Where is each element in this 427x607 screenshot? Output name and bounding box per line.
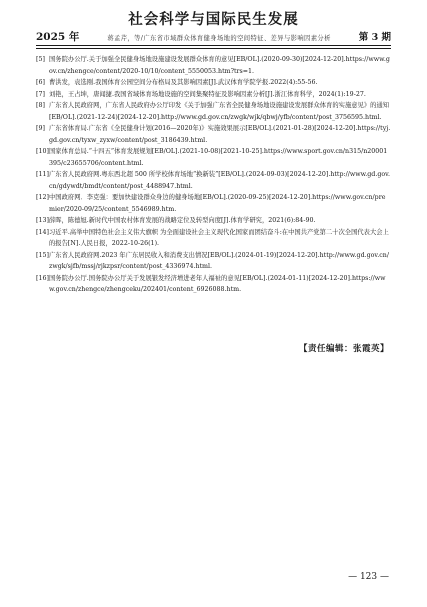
reference-item (36, 100, 391, 123)
header-rule-thick (36, 45, 391, 46)
reference-number: [5] (36, 56, 45, 63)
reference-text: 国务院办公厅.关于加强全民健身场地设施建设发展群众体育的意见[EB/OL].(2020-09-30)[2024-12-20].https://www.gov.cn/zhengce/content/2020-10/10/content_5550053.htm?trs=1. (49, 56, 390, 75)
reference-number: [13] (36, 217, 49, 224)
reference-number: [9] (36, 125, 45, 132)
reference-number: [10] (36, 148, 49, 155)
running-head (36, 29, 391, 43)
reference-number: [6] (36, 79, 45, 86)
reference-number: [15] (36, 251, 49, 259)
reference-item (36, 54, 391, 77)
reference-item (36, 123, 391, 146)
reference-item (36, 273, 391, 296)
page-number: — 123 — (348, 572, 389, 582)
reference-item (36, 89, 391, 101)
responsible-editor: 【责任编辑：张霞英】 (298, 344, 389, 354)
reference-text: 国家体育总局.“十四五”体育发展规划[EB/OL].(2021-10-08)[2021-10-25].https://www.sport.gov.cn/n315/n20001395/c23655706/content.html. (49, 148, 388, 167)
reference-text: 薛晖，陈德旭.新时代中国农村体育发展的战略定位及转型向度[J].体育学研究，2021(6):84-90. (49, 217, 316, 224)
reference-text: 曹洪发，袁选刚.我国体育公园空间分布格局及其影响因素[J].武汉体育学院学报.2022(4):55-56. (49, 79, 318, 86)
reference-text: 广东省体育局.广东省《全民健身计划(2016—2020年)》实施效果展示[EB/OL].(2021-01-28)[2024-12-20].https://tyj.gd.gov.cn/tyxw_zyxw/content/post_3186439.html. (49, 125, 391, 144)
reference-item (36, 169, 391, 192)
reference-text: 国务院办公厅.国务院办公厅关于发展银发经济增进老年人福祉的意见[EB/OL].(2024-01-11)[2024-12-20].https://www.gov.cn/zhengce/zhengceku/202401/content_6926088.htm. (49, 274, 386, 293)
reference-text: 广东省人民政府网，广东省人民政府办公厅印发《关于加强广东省全民健身场地设施建设发展群众体育的实施意见》的通知[EB/OL].(2021-12-24)[2024-12-20].http://www.gd.gov.cn/zwgk/wjk/qbwj/yfb/content/post_3756595.html. (49, 102, 390, 121)
issue-number: 第 3 期 (358, 32, 391, 43)
reference-item (36, 215, 391, 227)
reference-item (36, 227, 391, 250)
reference-number: [14] (36, 228, 49, 236)
issue-year: 2025 年 (36, 31, 80, 43)
journal-title: 社会科学与国际民生发展 (128, 12, 299, 28)
reference-number: [11] (36, 171, 49, 178)
reference-text: 广东省人民政府网.粤东西北超 500 所学校体育场地“换新装”[EB/OL].(2024-09-03)[2024-12-20].http://www.gd.gov.cn/gdywdt/bmdt/content/post_4488947.html. (49, 171, 390, 190)
reference-item (36, 77, 391, 89)
reference-text: 习近平.高举中国特色社会主义伟大旗帜 为全面建设社会主义现代化国家而团结奋斗:在中国共产党第二十次全国代表大会上的报告[N].人民日报，2022-10-26(1). (49, 228, 389, 247)
reference-item (36, 250, 391, 273)
reference-number: [8] (36, 102, 45, 109)
reference-text: 广东省人民政府网.2023 年广东居民收入和消费支出情况[EB/OL].(2024-01-19)[2024-12-20].http://www.gd.gov.cn/zwgk/sjfb/mssj/rjkzpsr/content/post_4336974.html. (49, 251, 389, 270)
reference-text: 刘艳，王占坤，唐闻捷.我国省域体育场地设施的空间集聚特征及影响因素分析[J].浙江体育科学，2024(1):19-27. (49, 90, 366, 98)
reference-item (36, 146, 391, 169)
reference-number: [16] (36, 274, 49, 282)
header-rule-thin (36, 48, 391, 49)
reference-text: 中国政府网．李克强：要加快建设群众身边的健身场地[EB/OL].(2020-09-25)[2024-12-20].https://www.gov.cn/premier/2020-09/25/content_5546989.htm. (49, 194, 386, 213)
reference-number: [7] (36, 90, 45, 98)
running-article-title: 蒋孟芹，等/广东省市域群众体育健身场地的空间特征、差异与影响因素分析 (107, 35, 331, 42)
reference-list (36, 54, 391, 296)
reference-number: [12] (36, 194, 49, 201)
reference-item (36, 192, 391, 215)
